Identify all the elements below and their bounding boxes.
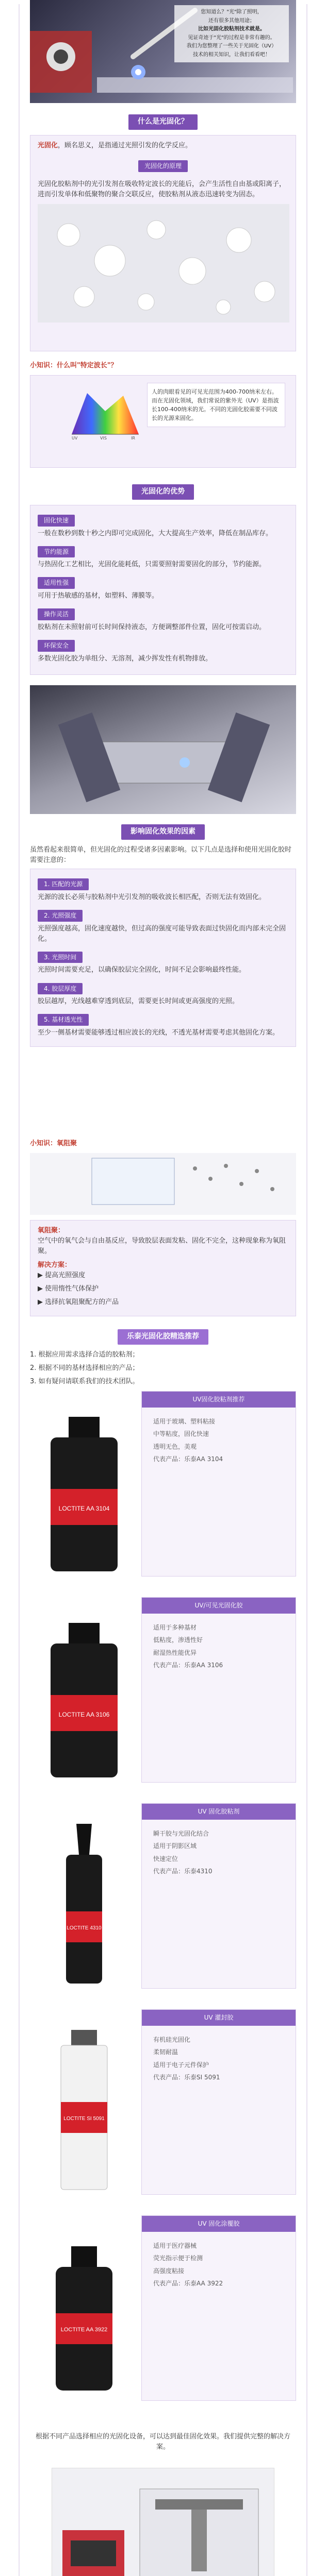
factor-text: 胶层越厚，光线越难穿透到底层，需要更长时间或更高强度的光照。 (38, 997, 239, 1006)
product-card (141, 1803, 296, 1989)
factor-text: 至少一侧基材需要能够透过相应波长的光线，不透光基材需要考虑其他固化方案。 (38, 1028, 280, 1037)
section-what-is (30, 114, 296, 130)
product-head: UV 固化胶粘剂 (142, 1804, 296, 1820)
product-head: UV/可见光固化胶 (142, 1598, 296, 1614)
intro-line: 还有很多其他用途； (208, 18, 255, 24)
advantage-label: 操作灵活 (38, 608, 75, 620)
product-line: 荧光指示便于检测 (153, 2255, 203, 2262)
tip-text: 空气中的氧气会与自由基反应，导致胶层表面发粘、固化不完全，这种现象称为氧阻聚。 (38, 1237, 286, 1256)
light-zone-label: 小知识：什么叫"特定波长"？ (30, 362, 118, 369)
product-body (142, 1614, 296, 1683)
bottle-label: LOCTITE AA 3106 (58, 1711, 110, 1718)
intro-line: 我们为您整理了一些关于光固化（UV） (186, 43, 277, 49)
product-body (142, 2232, 296, 2301)
factor-label: 2. 光照强度 (38, 910, 83, 922)
what-is-text (38, 141, 288, 151)
advantage-label: 固化快速 (38, 515, 75, 527)
advantage-label: 适用性强 (38, 577, 75, 589)
machine-photo (30, 685, 296, 814)
product-code: 代表产品：乐泰AA 3922 (153, 2280, 223, 2287)
product-line: 中等粘度，固化快速 (153, 1430, 209, 1438)
advantages-card (30, 505, 296, 675)
bottle-icon (40, 1412, 128, 1577)
keyword: 光固化 (38, 142, 58, 149)
product-card (141, 1597, 296, 1783)
product-code: 代表产品：乐泰4310 (153, 1868, 213, 1875)
principle-text: 光固化胶粘剂中的光引发剂在吸收特定波长的光能后，会产生活性自由基或阳离子，进而引发单体和低聚物的聚合交联反应，使胶粘剂从液态迅速转变为固态。 (38, 180, 286, 198)
oxygen-section (30, 1139, 296, 1314)
tip-title: 氧阻聚： (38, 1227, 65, 1235)
machine-illustration (30, 685, 296, 814)
product-body (142, 1820, 296, 1889)
factors-body (30, 845, 296, 1133)
bottle-label: LOCTITE AA 3104 (58, 1505, 110, 1512)
product-line: 适用于多种基材 (153, 1623, 197, 1631)
tip-solution: ▶ 提高光照强度 (38, 1271, 86, 1279)
products-intro (30, 1350, 296, 1390)
advantage-item (38, 542, 288, 570)
factor-item (38, 947, 288, 976)
advantage-item (38, 636, 288, 664)
advantage-text: 一般在数秒到数十秒之内即可完成固化，大大提高生产效率，降低在制品库存。 (38, 529, 273, 537)
intro-line: 见证奇迹于"光"的过程是非常有趣的。 (188, 35, 275, 41)
molecule-illustration (38, 204, 289, 323)
advantage-label: 环保安全 (38, 640, 75, 652)
spectrum-label: UV (72, 436, 78, 440)
factor-item (38, 906, 288, 944)
product-line: 耐湿热性能优异 (153, 1649, 197, 1656)
bottle-icon (40, 1618, 128, 1783)
products-intro-line: 2. 根据不同的基材选择相应的产品； (30, 1364, 139, 1372)
factor-item (38, 874, 288, 903)
product-code: 代表产品：乐泰SI 5091 (153, 2074, 220, 2081)
product-line: 适用于电子元件保护 (153, 2061, 209, 2069)
factor-label: 5. 基材透光性 (38, 1014, 89, 1026)
product-card (141, 2009, 296, 2195)
light-zone-card (30, 375, 296, 468)
product-line: 适用于医疗器械 (153, 2242, 197, 2249)
tip-solution-text: 提高光照强度 (45, 1271, 86, 1279)
factors-card (30, 869, 296, 1047)
what-is-card (30, 135, 296, 351)
advantage-text: 可用于热敏感的基材，如塑料、薄膜等。 (38, 592, 159, 600)
oxygen-card (30, 1220, 296, 1316)
product-body (142, 1408, 296, 1477)
product-item (30, 2009, 296, 2205)
section-products (30, 1329, 296, 1345)
section-factors (30, 824, 296, 840)
section-title: 乐泰光固化胶精选推荐 (118, 1329, 208, 1345)
intro-line: 比如光固化胶粘剂技术就是。 (198, 26, 265, 32)
factors-intro: 虽然看起来很简单，但光固化的过程受诸多因素影响。以下几点是选择和使用光固化胶时需要注意的： (30, 846, 292, 865)
principle-title: 光固化的原理 (138, 160, 188, 172)
advantage-item (38, 511, 288, 539)
tube-icon (40, 2030, 128, 2195)
product-item (30, 2215, 296, 2411)
oxygen-diagram (30, 1153, 296, 1215)
section-advantages (30, 484, 296, 500)
factor-label: 3. 光照时间 (38, 952, 83, 963)
products-intro-line: 3. 如有疑问请联系我们的技术团队。 (30, 1378, 139, 1386)
product-code: 代表产品：乐泰AA 3106 (153, 1662, 223, 1669)
section-title: 影响固化效果的因素 (121, 824, 205, 840)
advantage-label: 节约能源 (38, 546, 75, 558)
factor-label: 1. 匹配的光源 (38, 878, 89, 890)
bottle-icon (40, 1824, 128, 1989)
what-is-body: ，顾名思义，是指通过光照引发的化学反应。 (58, 142, 192, 149)
section-title: 光固化的优势 (132, 484, 194, 500)
product-code: 代表产品：乐泰AA 3104 (153, 1455, 223, 1463)
tip-solution-text: 选择抗氧阻聚配方的产品 (45, 1298, 119, 1306)
advantage-item (38, 573, 288, 601)
product-card (141, 1391, 296, 1577)
intro-line: 技术的相关知识，让我们看看吧！ (193, 52, 270, 58)
product-line: 高强度粘接 (153, 2267, 185, 2275)
product-body (142, 2026, 296, 2095)
tip-solution: ▶ 使用惰性气体保护 (38, 1284, 99, 1293)
advantage-text: 胶粘剂在未照射前可长时间保持液态，方便调整部件位置，固化可按需启动。 (38, 623, 266, 631)
tip-label: 小知识：氧阻聚 (30, 1140, 77, 1147)
advantage-text: 与热固化工艺相比，光固化能耗低，只需要照射需要固化的部分，节约能源。 (38, 561, 266, 569)
product-line: 适用于阴影区域 (153, 1842, 197, 1850)
tip-solution-text: 使用惰性气体保护 (45, 1284, 99, 1293)
spectrum-label: IR (131, 436, 135, 440)
light-zone-note: 人的肉眼看见的可见光范围为400-700纳米左右。而在光固化领域，我们常说的紫外光（UV）是指波长100-400纳米的光。不同的光固化胶需要不同波长的光源来固化。 (147, 383, 285, 427)
product-head: UV固化胶粘剂推荐 (142, 1392, 296, 1408)
spectrum-label: VIS (100, 436, 107, 440)
product-head: UV 灌封胶 (142, 2010, 296, 2026)
spectrum-chart (67, 383, 144, 439)
product-line: 低粘度，渗透性好 (153, 1636, 203, 1644)
advantage-text: 多数光固化胶为单组分、无溶剂，减少挥发性有机物排放。 (38, 654, 213, 663)
factor-item (38, 1010, 288, 1038)
bottle-label: LOCTITE AA 3922 (60, 2327, 108, 2333)
product-item (30, 1391, 296, 1587)
equipment-text: 根据不同产品选择相应的光固化设备，可以达到最佳固化效果。我们提供完整的解决方案。 (35, 2433, 290, 2451)
product-line: 柔韧耐温 (153, 2048, 178, 2056)
bottle-label: LOCTITE 4310 (67, 1925, 102, 1931)
advantage-item (38, 604, 288, 633)
tip-solution: ▶ 选择抗氧阻聚配方的产品 (38, 1298, 119, 1306)
product-item (30, 1597, 296, 1793)
product-card (141, 2215, 296, 2401)
product-line: 瞬干胶与光固化结合 (153, 1829, 209, 1837)
product-item (30, 1803, 296, 1999)
equipment-illustration (52, 2468, 274, 2576)
intro-line: 您知道么？"光"除了照明， (201, 9, 263, 15)
hero-image (30, 0, 296, 103)
product-line: 快速定位 (153, 1855, 178, 1862)
product-line: 透明无色，美观 (153, 1443, 197, 1450)
bottle-icon (40, 2236, 128, 2401)
light-zone-section (30, 361, 296, 474)
factor-text: 光照强度越高，固化速度越快，但过高的强度可能导致表面过快固化而内部未完全固化。 (38, 924, 286, 943)
product-line: 适用于玻璃、塑料粘接 (153, 1417, 216, 1425)
factor-label: 4. 胶层厚度 (38, 983, 83, 995)
factor-text: 光源的波长必须与胶粘剂中光引发剂的吸收波长相匹配，否则无法有效固化。 (38, 893, 266, 901)
product-head: UV 固化涂覆胶 (142, 2216, 296, 2232)
equipment-photo (52, 2468, 274, 2576)
factor-item (38, 979, 288, 1007)
section-title: 什么是光固化？ (128, 114, 198, 130)
bottle-label: LOCTITE SI 5091 (63, 2116, 105, 2122)
factor-text: 光照时间需要充足，以确保胶层完全固化，时间不足会影响最终性能。 (38, 966, 246, 974)
product-line: 有机硅光固化 (153, 2036, 191, 2043)
intro-text (174, 5, 289, 62)
products-intro-line: 1. 根据应用需求选择合适的胶粘剂； (30, 1351, 139, 1359)
tip-solutions-title: 解决方案： (38, 1261, 72, 1269)
